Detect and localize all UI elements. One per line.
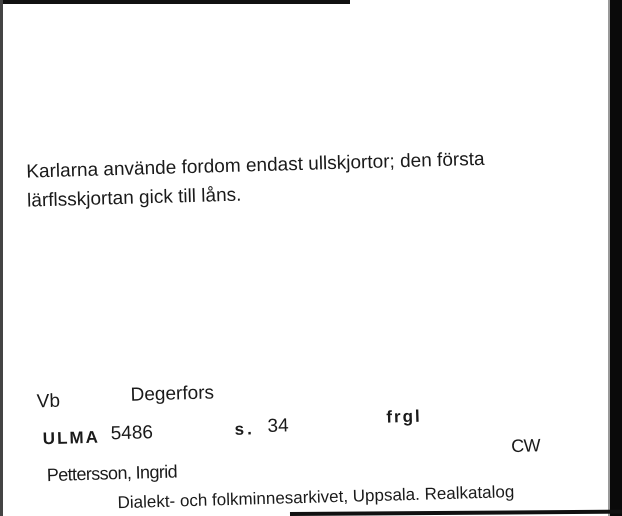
parish-name: Degerfors bbox=[130, 382, 215, 406]
archive-footer: Dialekt- och folkminnesarkivet, Uppsala. Realkatalog bbox=[117, 482, 515, 513]
initials: CW bbox=[510, 435, 541, 457]
archive-name: ULMA bbox=[42, 427, 101, 449]
province-code: Vb bbox=[36, 390, 61, 413]
recorder-name: Pettersson, Ingrid bbox=[46, 461, 178, 486]
record-number: 5486 bbox=[110, 422, 154, 445]
record-text-line-2: lärflsskjortan gick till låns. bbox=[26, 184, 242, 212]
page-label: s. bbox=[234, 419, 256, 439]
record-text-line-1: Karlarna använde fordom endast ullskjortor; den första bbox=[26, 148, 485, 183]
page-number: 34 bbox=[267, 415, 289, 437]
record-text bbox=[26, 143, 567, 216]
category-code: frgl bbox=[386, 406, 422, 427]
